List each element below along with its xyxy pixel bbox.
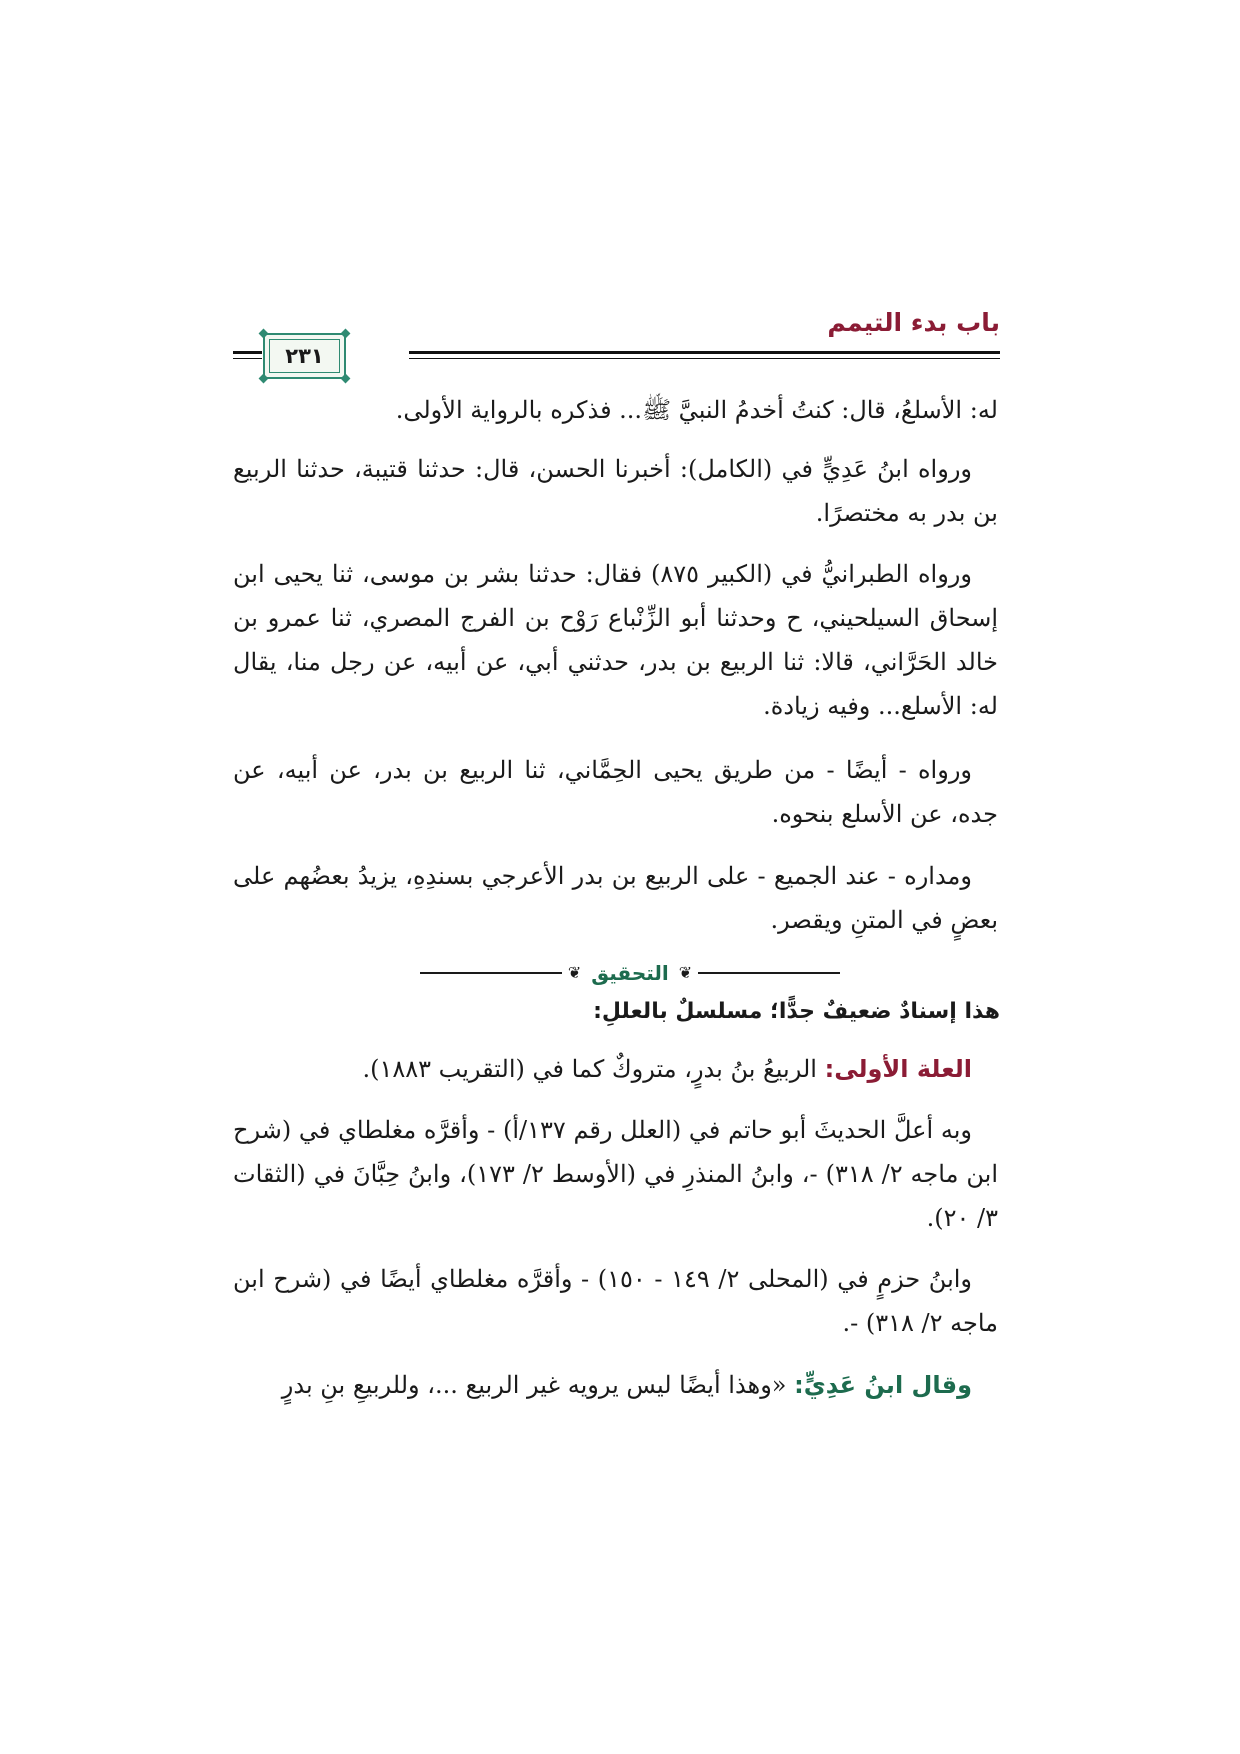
- first-defect-paragraph: [233, 1047, 998, 1091]
- paragraph-3: ورواه الطبرانيُّ في (الكبير ٨٧٥) فقال: حدثنا بشر بن موسى، ثنا يحيى ابن إسحاق السيلحيني، ح وحدثنا أبو الزِّنْباع رَوْح بن الفرج المصري، ثنا عمرو بن خالد الحَرَّاني، قالا: ثنا الربيع بن بدر، حدثني أبي، عن أبيه، عن رجل منا، يقال له: الأسلع... وفيه زيادة.: [233, 560, 998, 720]
- divider-line: [698, 972, 840, 974]
- section-title: التحقيق: [591, 961, 669, 985]
- verdict-heading: هذا إسنادٌ ضعيفٌ جدًّا؛ مسلسلٌ بالعللِ:: [593, 999, 1000, 1024]
- paragraph-4: ورواه - أيضًا - من طريق يحيى الحِمَّاني، ثنا الربيع بن بدر، عن أبيه، عن جده، عن الأسلع بنحوه.: [233, 756, 998, 828]
- first-defect-label: العلة الأولى:: [824, 1055, 972, 1083]
- running-title: باب بدء التيمم: [827, 308, 1000, 337]
- ornament-icon: ❦: [678, 963, 693, 982]
- paragraph-2: ورواه ابنُ عَدِيٍّ في (الكامل): أخبرنا الحسن، قال: حدثنا قتيبة، حدثنا الربيع بن بدر به مختصرًا.: [233, 455, 998, 527]
- frame-ornament-icon: [259, 374, 269, 384]
- page-number-frame: [263, 333, 346, 379]
- frame-ornament-icon: [341, 374, 351, 384]
- frame-ornament-icon: [259, 329, 269, 339]
- header-rule-left-thin: [233, 358, 262, 359]
- section-divider: [420, 958, 840, 988]
- paragraph-7: وابنُ حزمٍ في (المحلى ٢/ ١٤٩ - ١٥٠) - وأقرَّه مغلطاي أيضًا في (شرح ابن ماجه ٢/ ٣١٨) -.: [233, 1265, 998, 1337]
- page-number: ٢٣١: [285, 344, 324, 368]
- header-rule-thin: [409, 358, 1000, 359]
- divider-line: [420, 972, 562, 974]
- paragraph-5: ومداره - عند الجميع - على الربيع بن بدر الأعرجي بسندِهِ، يزيدُ بعضُهم على بعضٍ في المتنِ ويقصر.: [233, 862, 998, 934]
- ibn-adi-quote: «وهذا أيضًا ليس يرويه غير الربيع ...، وللربيعِ بنِ بدرٍ: [281, 1371, 787, 1399]
- header-rule-thick: [409, 351, 1000, 354]
- ibn-adi-paragraph: [233, 1363, 998, 1407]
- paragraph-6: وبه أعلَّ الحديثَ أبو حاتم في (العلل رقم ١٣٧/أ) - وأقرَّه مغلطاي في (شرح ابن ماجه ٢/ ٣١٨) -، وابنُ المنذرِ في (الأوسط ٢/ ١٧٣)، وابنُ حِبَّانَ في (الثقات ٣/ ٢٠).: [233, 1116, 998, 1232]
- first-defect-text: الربيعُ بنُ بدرٍ، متروكٌ كما في (التقريب ١٨٨٣).: [362, 1055, 817, 1083]
- ornament-icon: ❦: [567, 963, 582, 982]
- header-rule-left-thick: [233, 351, 262, 354]
- paragraph-1: له: الأسلعُ، قال: كنتُ أخدمُ النبيَّ ﷺ... فذكره بالرواية الأولى.: [395, 396, 998, 424]
- ibn-adi-label: وقال ابنُ عَدِيٍّ:: [794, 1371, 972, 1399]
- frame-ornament-icon: [341, 329, 351, 339]
